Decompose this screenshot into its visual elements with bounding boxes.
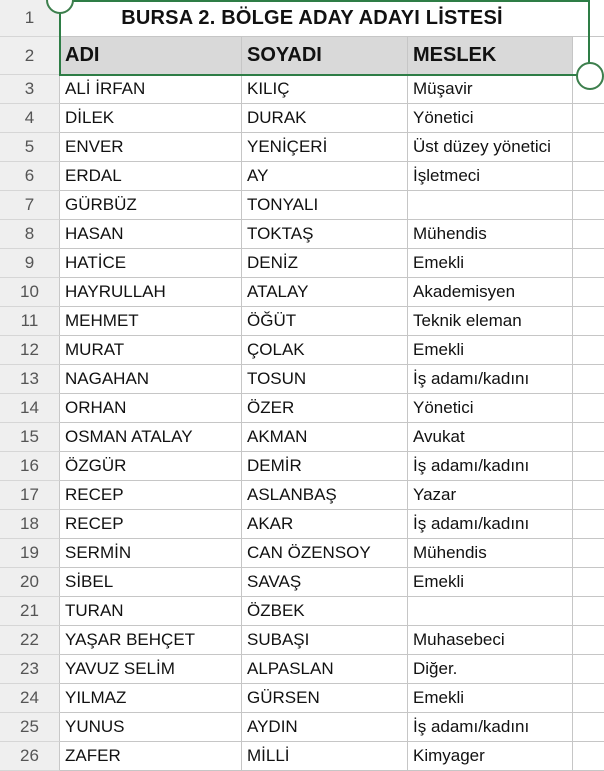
cell-meslek[interactable]: Emekli	[408, 336, 573, 365]
cell-meslek[interactable]: Emekli	[408, 684, 573, 713]
cell-meslek[interactable]: Mühendis	[408, 220, 573, 249]
table-row	[0, 742, 604, 771]
cell-adi[interactable]: HASAN	[60, 220, 242, 249]
row-number[interactable]: 23	[0, 655, 60, 684]
cell-adi[interactable]: TURAN	[60, 597, 242, 626]
cell-adi[interactable]: ERDAL	[60, 162, 242, 191]
cell-meslek[interactable]: Teknik eleman	[408, 307, 573, 336]
empty-cell[interactable]	[573, 336, 604, 365]
row-number[interactable]: 7	[0, 191, 60, 220]
table-row	[0, 307, 604, 336]
cell-meslek[interactable]: Üst düzey yönetici	[408, 133, 573, 162]
cell-adi[interactable]: ORHAN	[60, 394, 242, 423]
empty-cell[interactable]	[573, 278, 604, 307]
cell-soyadi[interactable]: TOKTAŞ	[242, 220, 408, 249]
cell-soyadi[interactable]: MİLLİ	[242, 742, 408, 771]
cell-adi[interactable]: ENVER	[60, 133, 242, 162]
empty-cell[interactable]	[573, 510, 604, 539]
empty-cell[interactable]	[573, 597, 604, 626]
cell-meslek[interactable]: İş adamı/kadını	[408, 452, 573, 481]
row-number[interactable]: 10	[0, 278, 60, 307]
title-row	[0, 0, 604, 37]
cell-adi[interactable]: HATİCE	[60, 249, 242, 278]
cell-meslek[interactable]: İşletmeci	[408, 162, 573, 191]
cell-soyadi[interactable]: TONYALI	[242, 191, 408, 220]
empty-cell[interactable]	[573, 713, 604, 742]
cell-adi[interactable]: GÜRBÜZ	[60, 191, 242, 220]
row-number[interactable]: 13	[0, 365, 60, 394]
empty-cell[interactable]	[573, 104, 604, 133]
row-number[interactable]: 17	[0, 481, 60, 510]
row-number[interactable]: 14	[0, 394, 60, 423]
cell-adi[interactable]: YUNUS	[60, 713, 242, 742]
empty-cell[interactable]	[573, 162, 604, 191]
cell-meslek[interactable]: Emekli	[408, 568, 573, 597]
cell-adi[interactable]: YILMAZ	[60, 684, 242, 713]
row-number[interactable]: 16	[0, 452, 60, 481]
table-row	[0, 713, 604, 742]
cell-soyadi[interactable]: YENİÇERİ	[242, 133, 408, 162]
table-row	[0, 278, 604, 307]
table-row	[0, 394, 604, 423]
cell-meslek[interactable]: İş adamı/kadını	[408, 365, 573, 394]
cell-meslek[interactable]: Kimyager	[408, 742, 573, 771]
row-number[interactable]: 15	[0, 423, 60, 452]
cell-adi[interactable]: MEHMET	[60, 307, 242, 336]
row-number[interactable]: 4	[0, 104, 60, 133]
table-row	[0, 75, 604, 104]
table-row	[0, 162, 604, 191]
table-row	[0, 568, 604, 597]
cell-soyadi[interactable]: SUBAŞI	[242, 626, 408, 655]
table-row	[0, 452, 604, 481]
cell-meslek[interactable]: Yazar	[408, 481, 573, 510]
table-row	[0, 336, 604, 365]
table-row	[0, 597, 604, 626]
cell-meslek[interactable]: Emekli	[408, 249, 573, 278]
cell-soyadi[interactable]: KILIÇ	[242, 75, 408, 104]
cell-soyadi[interactable]: ALPASLAN	[242, 655, 408, 684]
sheet-title-cell[interactable]: BURSA 2. BÖLGE ADAY ADAYI LİSTESİ	[60, 0, 604, 37]
cell-soyadi[interactable]: DEMİR	[242, 452, 408, 481]
cell-meslek[interactable]: Yönetici	[408, 394, 573, 423]
cell-soyadi[interactable]: ATALAY	[242, 278, 408, 307]
cell-meslek[interactable]: Muhasebeci	[408, 626, 573, 655]
row-number[interactable]: 26	[0, 742, 60, 771]
cell-meslek[interactable]: Müşavir	[408, 75, 573, 104]
empty-cell[interactable]	[573, 423, 604, 452]
row-number[interactable]: 5	[0, 133, 60, 162]
header-row	[0, 37, 604, 75]
cell-soyadi[interactable]: ASLANBAŞ	[242, 481, 408, 510]
cell-soyadi[interactable]: ÇOLAK	[242, 336, 408, 365]
cell-adi[interactable]: ZAFER	[60, 742, 242, 771]
table-row	[0, 481, 604, 510]
row-number[interactable]: 2	[0, 37, 60, 75]
header-cell-adi[interactable]: ADI	[60, 37, 242, 75]
cell-meslek[interactable]	[408, 191, 573, 220]
row-number[interactable]: 22	[0, 626, 60, 655]
empty-cell[interactable]	[573, 655, 604, 684]
table-row	[0, 191, 604, 220]
table-row	[0, 104, 604, 133]
cell-adi[interactable]: DİLEK	[60, 104, 242, 133]
empty-cell[interactable]	[573, 220, 604, 249]
cell-soyadi[interactable]: CAN ÖZENSOY	[242, 539, 408, 568]
row-number[interactable]: 3	[0, 75, 60, 104]
cell-soyadi[interactable]: DENİZ	[242, 249, 408, 278]
table-row	[0, 539, 604, 568]
cell-meslek[interactable]: İş adamı/kadını	[408, 510, 573, 539]
table-row	[0, 423, 604, 452]
cell-soyadi[interactable]: SAVAŞ	[242, 568, 408, 597]
table-row	[0, 655, 604, 684]
empty-cell[interactable]	[573, 481, 604, 510]
cell-adi[interactable]: YAŞAR BEHÇET	[60, 626, 242, 655]
cell-adi[interactable]: RECEP	[60, 510, 242, 539]
table-row	[0, 133, 604, 162]
cell-adi[interactable]: YAVUZ SELİM	[60, 655, 242, 684]
empty-cell[interactable]	[573, 249, 604, 278]
row-number[interactable]: 21	[0, 597, 60, 626]
cell-adi[interactable]: SİBEL	[60, 568, 242, 597]
cell-soyadi[interactable]: DURAK	[242, 104, 408, 133]
cell-soyadi[interactable]: ÖZER	[242, 394, 408, 423]
cell-meslek[interactable]: Akademisyen	[408, 278, 573, 307]
cell-adi[interactable]: ALİ İRFAN	[60, 75, 242, 104]
cell-soyadi[interactable]: GÜRSEN	[242, 684, 408, 713]
empty-cell[interactable]	[573, 307, 604, 336]
cell-adi[interactable]: ÖZGÜR	[60, 452, 242, 481]
table-row	[0, 365, 604, 394]
row-number[interactable]: 8	[0, 220, 60, 249]
cell-soyadi[interactable]: AKMAN	[242, 423, 408, 452]
row-number[interactable]: 19	[0, 539, 60, 568]
row-number[interactable]: 18	[0, 510, 60, 539]
cell-meslek[interactable]	[408, 597, 573, 626]
cell-meslek[interactable]: Mühendis	[408, 539, 573, 568]
cell-soyadi[interactable]: AY	[242, 162, 408, 191]
selection-handle-bottom-right[interactable]	[576, 62, 604, 90]
cell-adi[interactable]: NAGAHAN	[60, 365, 242, 394]
cell-meslek[interactable]: Avukat	[408, 423, 573, 452]
cell-adi[interactable]: MURAT	[60, 336, 242, 365]
empty-cell[interactable]	[573, 365, 604, 394]
cell-meslek[interactable]: Diğer.	[408, 655, 573, 684]
empty-cell[interactable]	[573, 742, 604, 771]
empty-cell[interactable]	[573, 684, 604, 713]
table-row	[0, 684, 604, 713]
cell-soyadi[interactable]: AYDIN	[242, 713, 408, 742]
cell-meslek[interactable]: İş adamı/kadını	[408, 713, 573, 742]
cell-adi[interactable]: OSMAN ATALAY	[60, 423, 242, 452]
cell-meslek[interactable]: Yönetici	[408, 104, 573, 133]
header-cell-soyadi[interactable]: SOYADI	[242, 37, 408, 75]
cell-soyadi[interactable]: ÖZBEK	[242, 597, 408, 626]
table-row	[0, 510, 604, 539]
row-number[interactable]: 25	[0, 713, 60, 742]
table-row	[0, 220, 604, 249]
empty-cell[interactable]	[573, 568, 604, 597]
row-number[interactable]: 6	[0, 162, 60, 191]
empty-cell[interactable]	[573, 133, 604, 162]
table-row	[0, 249, 604, 278]
cell-adi[interactable]: RECEP	[60, 481, 242, 510]
empty-cell[interactable]	[573, 626, 604, 655]
empty-cell[interactable]	[573, 452, 604, 481]
row-number[interactable]: 12	[0, 336, 60, 365]
row-number[interactable]: 1	[0, 0, 60, 37]
cell-soyadi[interactable]: TOSUN	[242, 365, 408, 394]
header-cell-meslek[interactable]: MESLEK	[408, 37, 573, 75]
row-number[interactable]: 20	[0, 568, 60, 597]
cell-adi[interactable]: SERMİN	[60, 539, 242, 568]
table-row	[0, 626, 604, 655]
row-number[interactable]: 11	[0, 307, 60, 336]
row-number[interactable]: 9	[0, 249, 60, 278]
empty-cell[interactable]	[573, 539, 604, 568]
empty-cell[interactable]	[573, 394, 604, 423]
cell-soyadi[interactable]: ÖĞÜT	[242, 307, 408, 336]
cell-adi[interactable]: HAYRULLAH	[60, 278, 242, 307]
row-number[interactable]: 24	[0, 684, 60, 713]
empty-cell[interactable]	[573, 191, 604, 220]
cell-soyadi[interactable]: AKAR	[242, 510, 408, 539]
